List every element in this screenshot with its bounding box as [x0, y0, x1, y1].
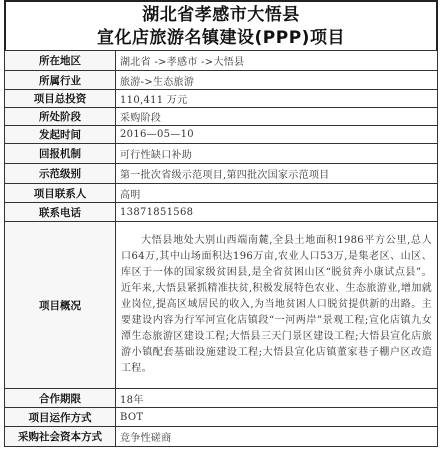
row-label: 所属行业: [5, 71, 116, 90]
row-label: 项目总投资: [5, 90, 116, 108]
row-label: 项目概况: [5, 222, 116, 389]
table-row-stage: [5, 108, 438, 126]
row-value: 110,411 万元: [116, 90, 438, 108]
table-row-demo-level: [5, 164, 438, 184]
row-value: 旅游->生态旅游: [116, 71, 438, 90]
row-label: 所处阶段: [5, 108, 116, 126]
table-row-term: [5, 389, 438, 408]
table-row-region: [5, 51, 438, 71]
row-label: 示范级别: [5, 164, 116, 184]
title-line-2: 宣化店旅游名镇建设(PPP)项目: [97, 28, 345, 48]
table-row-investment: [5, 90, 438, 108]
row-value: 竞争性磋商: [116, 427, 438, 447]
table-row-phone: [5, 203, 438, 222]
table-row-contact: [5, 184, 438, 203]
table-row-industry: [5, 71, 438, 90]
row-value: 第一批次省级示范项目,第四批次国家示范项目: [116, 164, 438, 184]
table-row-overview: [5, 222, 438, 389]
row-label: 合作期限: [5, 389, 116, 408]
row-value: 高明: [116, 184, 438, 203]
row-label: 采购社会资本方式: [5, 427, 116, 447]
row-value: 2016—05—10: [116, 126, 438, 144]
project-info-table: [4, 50, 438, 447]
table-row-start-date: [5, 126, 438, 144]
row-value: 可行性缺口补助: [116, 144, 438, 164]
table-row-return-mechanism: [5, 144, 438, 164]
row-label: 项目运作方式: [5, 408, 116, 427]
row-label: 联系电话: [5, 203, 116, 222]
row-value: BOT: [116, 408, 438, 427]
overview-text: 大悟县地处大别山西端南麓,全县土地面积1986平方公里,总人口64万,其中山场面积达196万亩,农业人口53万,是集老区、山区、库区于一体的国家级贫困县,是全省贫困山区“脱贫奔小康试点县”。近年来,大悟县紧抓精准扶贫,积极发展特色农业、生态旅游业,增加就业岗位,提高区域居民的收入,为当地贫困人口脱贫提供新的出路。主要建设内容为行军河宣化店镇段“一河两岸”景观工程;宣化店镇九女潭生态旅游区建设工程;大悟县三天门景区建设工程;大悟县宣化店旅游小镇配套基础设施建设工程;大悟县宣化店镇董家巷子棚户区改造工程。: [116, 222, 438, 389]
row-label: 回报机制: [5, 144, 116, 164]
row-value: 采购阶段: [116, 108, 438, 126]
row-label: 所在地区: [5, 51, 116, 71]
table-row-operation-mode: [5, 408, 438, 427]
row-value: 湖北省 ->孝感市 ->大悟县: [116, 51, 438, 71]
title-line-1: 湖北省孝感市大悟县: [142, 5, 300, 25]
title-block: [4, 0, 438, 50]
table-row-procurement-method: [5, 427, 438, 447]
row-value: 18年: [116, 389, 438, 408]
row-label: 发起时间: [5, 126, 116, 144]
row-label: 项目联系人: [5, 184, 116, 203]
row-value: 13871851568: [116, 203, 438, 222]
